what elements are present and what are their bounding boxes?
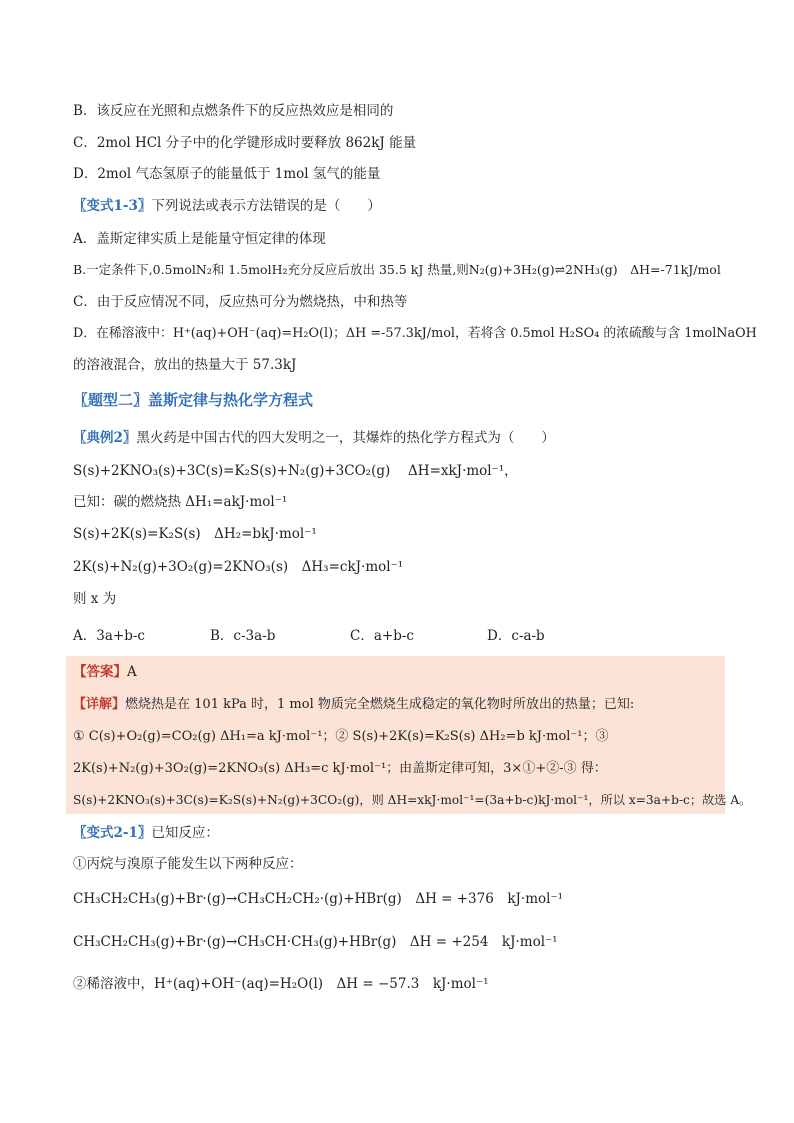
v13-option-c: C．由于反应情况不同，反应热可分为燃烧热，中和热等 bbox=[73, 294, 408, 310]
detail-line-3: 2K(s)+N₂(g)+3O₂(g)=2KNO₃(s) ΔH₃=c kJ·mol⁻¹；由盖斯定律可知，3×①+②-③ 得： bbox=[73, 761, 607, 776]
answer-line bbox=[73, 662, 137, 682]
choice-a: A．3a+b-c bbox=[73, 628, 145, 644]
choice-d: D．c-a-b bbox=[487, 628, 545, 644]
option-b: B．该反应在光照和点燃条件下的反应热效应是相同的 bbox=[73, 103, 394, 119]
variant-2-1-text: 已知反应： bbox=[151, 825, 219, 841]
v21-para-2: ②稀溶液中，H⁺(aq)+OH⁻(aq)=H₂O(l) ΔH = −57.3 kJ·mol⁻¹ bbox=[73, 976, 489, 992]
v13-option-d-cont: 的溶液混合，放出的热量大于 57.3kJ bbox=[73, 357, 297, 373]
ask-x: 则 x 为 bbox=[73, 591, 117, 607]
equation-main: S(s)+2KNO₃(s)+3C(s)=K₂S(s)+N₂(g)+3CO₂(g) ΔH=xkJ·mol⁻¹， bbox=[73, 463, 518, 479]
known-eq2: S(s)+2K(s)=K₂S(s) ΔH₂=bkJ·mol⁻¹ bbox=[73, 526, 317, 542]
v13-option-a: A．盖斯定律实质上是能量守恒定律的体现 bbox=[73, 231, 326, 247]
detail-line-2: ① C(s)+O₂(g)=CO₂(g) ΔH₁=a kJ·mol⁻¹；② S(s)+2K(s)=K₂S(s) ΔH₂=b kJ·mol⁻¹；③ bbox=[73, 729, 609, 744]
variant-2-1-tag: 〖变式2-1〗 bbox=[73, 825, 152, 841]
detail-line-1 bbox=[73, 695, 634, 715]
detail-line-4: S(s)+2KNO₃(s)+3C(s)=K₂S(s)+N₂(g)+3CO₂(g)，则 ΔH=xkJ·mol⁻¹=(3a+b-c)kJ·mol⁻¹，所以 x=3a+b-c；故选 A。 bbox=[73, 793, 752, 807]
v13-option-b: B.一定条件下,0.5molN₂和 1.5molH₂充分反应后放出 35.5 kJ 热量,则N₂(g)+3H₂(g)⇌2NH₃(g) ΔH=-71kJ/mol bbox=[73, 262, 721, 277]
detail-text-1: 燃烧热是在 101 kPa 时，1 mol 物质完全燃烧生成稳定的氧化物时所放出的热量；已知: bbox=[125, 697, 635, 712]
v21-equation-1: CH₃CH₂CH₃(g)+Br·(g)→CH₃CH₂CH₂·(g)+HBr(g) ΔH = +376 kJ·mol⁻¹ bbox=[73, 891, 563, 907]
choice-b: B．c-3a-b bbox=[210, 628, 276, 644]
section-heading: 〖题型二〗盖斯定律与热化学方程式 bbox=[73, 391, 314, 409]
v13-option-d: D．在稀溶液中：H⁺(aq)+OH⁻(aq)=H₂O(l)；ΔH =-57.3kJ/mol，若将含 0.5mol H₂SO₄ 的浓硫酸与含 1molNaOH bbox=[73, 326, 757, 341]
variant-2-1-question bbox=[73, 823, 219, 843]
v21-equation-2: CH₃CH₂CH₃(g)+Br·(g)→CH₃CH·CH₃(g)+HBr(g) ΔH = +254 kJ·mol⁻¹ bbox=[73, 934, 558, 950]
example-2-text: 黑火药是中国古代的四大发明之一，其爆炸的热化学方程式为（ ） bbox=[136, 430, 555, 446]
variant-1-3-text: 下列说法或表示方法错误的是（ ） bbox=[151, 198, 381, 214]
option-d: D．2mol 气态氢原子的能量低于 1mol 氢气的能量 bbox=[73, 166, 381, 182]
option-c: C．2mol HCl 分子中的化学键形成时要释放 862kJ 能量 bbox=[73, 135, 417, 151]
example-2-question bbox=[73, 428, 555, 448]
known-carbon: 已知：碳的燃烧热 ΔH₁=akJ·mol⁻¹ bbox=[73, 494, 288, 510]
detail-label: 【详解】 bbox=[73, 697, 126, 712]
example-2-tag: 〖典例2〗 bbox=[73, 430, 137, 446]
known-eq3: 2K(s)+N₂(g)+3O₂(g)=2KNO₃(s) ΔH₃=ckJ·mol⁻¹ bbox=[73, 559, 404, 575]
choice-c: C．a+b-c bbox=[350, 628, 414, 644]
variant-1-3-question bbox=[73, 196, 381, 216]
choices-row bbox=[73, 626, 545, 646]
answer-value: A bbox=[127, 664, 137, 680]
variant-1-3-tag: 〖变式1-3〗 bbox=[73, 198, 152, 214]
v21-para-1: ①丙烷与溴原子能发生以下两种反应： bbox=[73, 856, 303, 872]
answer-label: 【答案】 bbox=[73, 664, 127, 680]
